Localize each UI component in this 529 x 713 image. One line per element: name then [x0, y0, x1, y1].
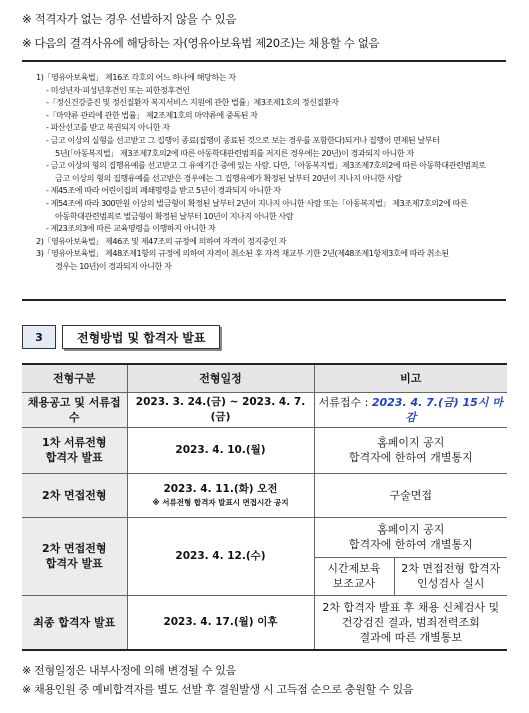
remark-line: 2차 면접전형 합격자: [401, 562, 501, 575]
header-remarks: 비고: [314, 364, 507, 392]
remark-line: 결과에 따른 개별통보: [359, 630, 463, 644]
disq-line: 경우는 10년)이 경과되지 아니한 자: [55, 260, 172, 271]
section-title: 전형방법 및 합격자 발표: [62, 325, 220, 349]
schedule-note: ※ 서류전형 합격자 발표시 면접시간 공지: [152, 498, 289, 507]
disqualification-box: [22, 60, 506, 301]
category-line: 1차 서류전형: [41, 436, 107, 449]
table-row: [22, 473, 507, 517]
disq-line: -「마약류 관리에 관한 법률」 제2조제1호의 마약류에 중독된 자: [46, 109, 258, 120]
remark-prefix: 서류접수 :: [318, 395, 372, 409]
category-line: 합격자 발표: [45, 557, 103, 570]
header-schedule: 전형일정: [127, 364, 314, 392]
disq-line: - 파산선고를 받고 복권되지 아니한 자: [46, 122, 170, 133]
remark-line: 홈페이지 공지: [377, 523, 445, 536]
remark-line: 홈페이지 공지: [377, 436, 445, 449]
row-schedule: 2023. 4. 10.(월): [127, 427, 314, 473]
row-category: 채용공고 및 서류접수: [22, 392, 127, 427]
row-schedule: 2023. 4. 12.(수): [127, 517, 314, 595]
disq-line: 아동학대관련범죄로 벌금형이 확정된 날부터 10년이 지나지 아니한 사람: [55, 210, 293, 221]
disq-line: 1)「영유아보육법」 제16조 각호의 어느 하나에 해당하는 자: [36, 72, 236, 82]
note-no-qualified: ※ 적격자가 없는 경우 선발하지 않을 수 있음: [22, 12, 237, 26]
row-category: 2차 면접전형: [22, 473, 127, 517]
disq-line: 2)「영유아보육법」 제46조 및 제47조의 규정에 의하여 자격이 정지중인 자: [36, 235, 287, 246]
row-schedule: 2023. 4. 17.(월) 이후: [127, 595, 314, 650]
disq-line: - 제23조의3에 따른 교육명령을 이행하지 아니한 자: [46, 223, 216, 234]
sub-remark-right: [394, 557, 507, 595]
remark-line: 건강검진 결과, 범죄전력조회: [341, 615, 480, 629]
remark-line: 합격자에 한하여 개별통지: [348, 451, 473, 464]
table-row: [22, 427, 507, 473]
table-header-row: [22, 364, 507, 392]
remark-line: 2차 합격자 발표 후 채용 신체검사 및: [322, 600, 500, 614]
sub-remark-left: [314, 557, 394, 595]
disq-line: 3)「영유아보육법」 제48조제1항의 규정에 의하여 자격이 취소된 후 자격 재교부 기한 2년(제48조제1항제3호에 따라 취소된: [36, 248, 449, 259]
note-disqualification: ※ 다음의 결격사유에 해당하는 자(영유아보육법 제20조)는 채용할 수 없음: [22, 36, 380, 50]
disq-line: - 제45조에 따라 어린이집의 폐쇄명령을 받고 5년이 경과되지 아니한 자: [46, 185, 281, 196]
row-remark: [314, 595, 507, 650]
header-category: 전형구분: [22, 364, 127, 392]
row-category: [22, 517, 127, 595]
disq-line: - 제54조에 따라 300만원 이상의 벌금형이 확정된 날부터 2년이 지나지 아니한 사람 또는「아동복지법」 제3조제7호의2에 따른: [46, 197, 468, 208]
table-row: [22, 392, 507, 427]
category-line: 2차 면접전형: [41, 542, 107, 555]
remark-line: 합격자에 한하여 개별통지: [348, 538, 473, 551]
row-remark: [314, 427, 507, 473]
table-row: [22, 517, 507, 557]
schedule-text: 2023. 4. 11.(화) 오전: [163, 483, 278, 495]
row-remark: [314, 392, 507, 427]
footer-note: ※ 채용인원 중 예비합격자를 별도 선발 후 결원발생 시 고득점 순으로 충원할 수 있음: [22, 683, 414, 696]
row-category: 최종 합격자 발표: [22, 595, 127, 650]
category-line: 합격자 발표: [45, 451, 103, 464]
row-schedule: [127, 473, 314, 517]
table-row: [22, 595, 507, 650]
remark-line: 보조교사: [332, 577, 376, 590]
footer-note: ※ 전형일정은 내부사정에 의해 변경될 수 있음: [22, 664, 236, 677]
disq-line: 5년(「아동복지법」 제3조제7호의2에 따른 아동학대관련범죄를 저지른 경우에는 20년)이 경과되지 아니한 자: [55, 147, 414, 158]
row-remark: [314, 517, 507, 557]
remark-line: 시간제보육: [327, 562, 381, 575]
section-heading: [22, 325, 220, 351]
disq-line: 금고 이상의 형의 집행유예를 선고받은 경우에는 그 집행유예가 확정된 날부터 20년이 지나지 아니한 사람: [55, 172, 402, 183]
remark-deadline: 2023. 4. 7.(금) 15시 마감: [371, 395, 503, 424]
row-schedule: 2023. 3. 24.(금) ~ 2023. 4. 7.(금): [127, 392, 314, 427]
row-remark: 구술면접: [314, 473, 507, 517]
remark-line: 인성검사 실시: [417, 577, 485, 590]
section-number: 3: [22, 325, 56, 349]
row-category: [22, 427, 127, 473]
disq-line: -「정신건강증진 및 정신질환자 복지서비스 지원에 관한 법률」제3조제1호의 정신질환자: [46, 97, 339, 108]
schedule-table: [22, 363, 507, 651]
disq-line: - 미성년자·피성년후견인 또는 피한정후견인: [46, 84, 190, 95]
disq-line: - 금고 이상의 형의 집행유예를 선고받고 그 유예기간 중에 있는 사람. 다만,「아동복지법」제3조제7호의2에 따른 아동학대관련범죄로: [46, 160, 486, 171]
disq-line: - 금고 이상의 실형을 선고받고 그 집행이 종료(집행이 종료된 것으로 보는 경우를 포함한다)되거나 집행이 면제된 날부터: [46, 134, 440, 145]
